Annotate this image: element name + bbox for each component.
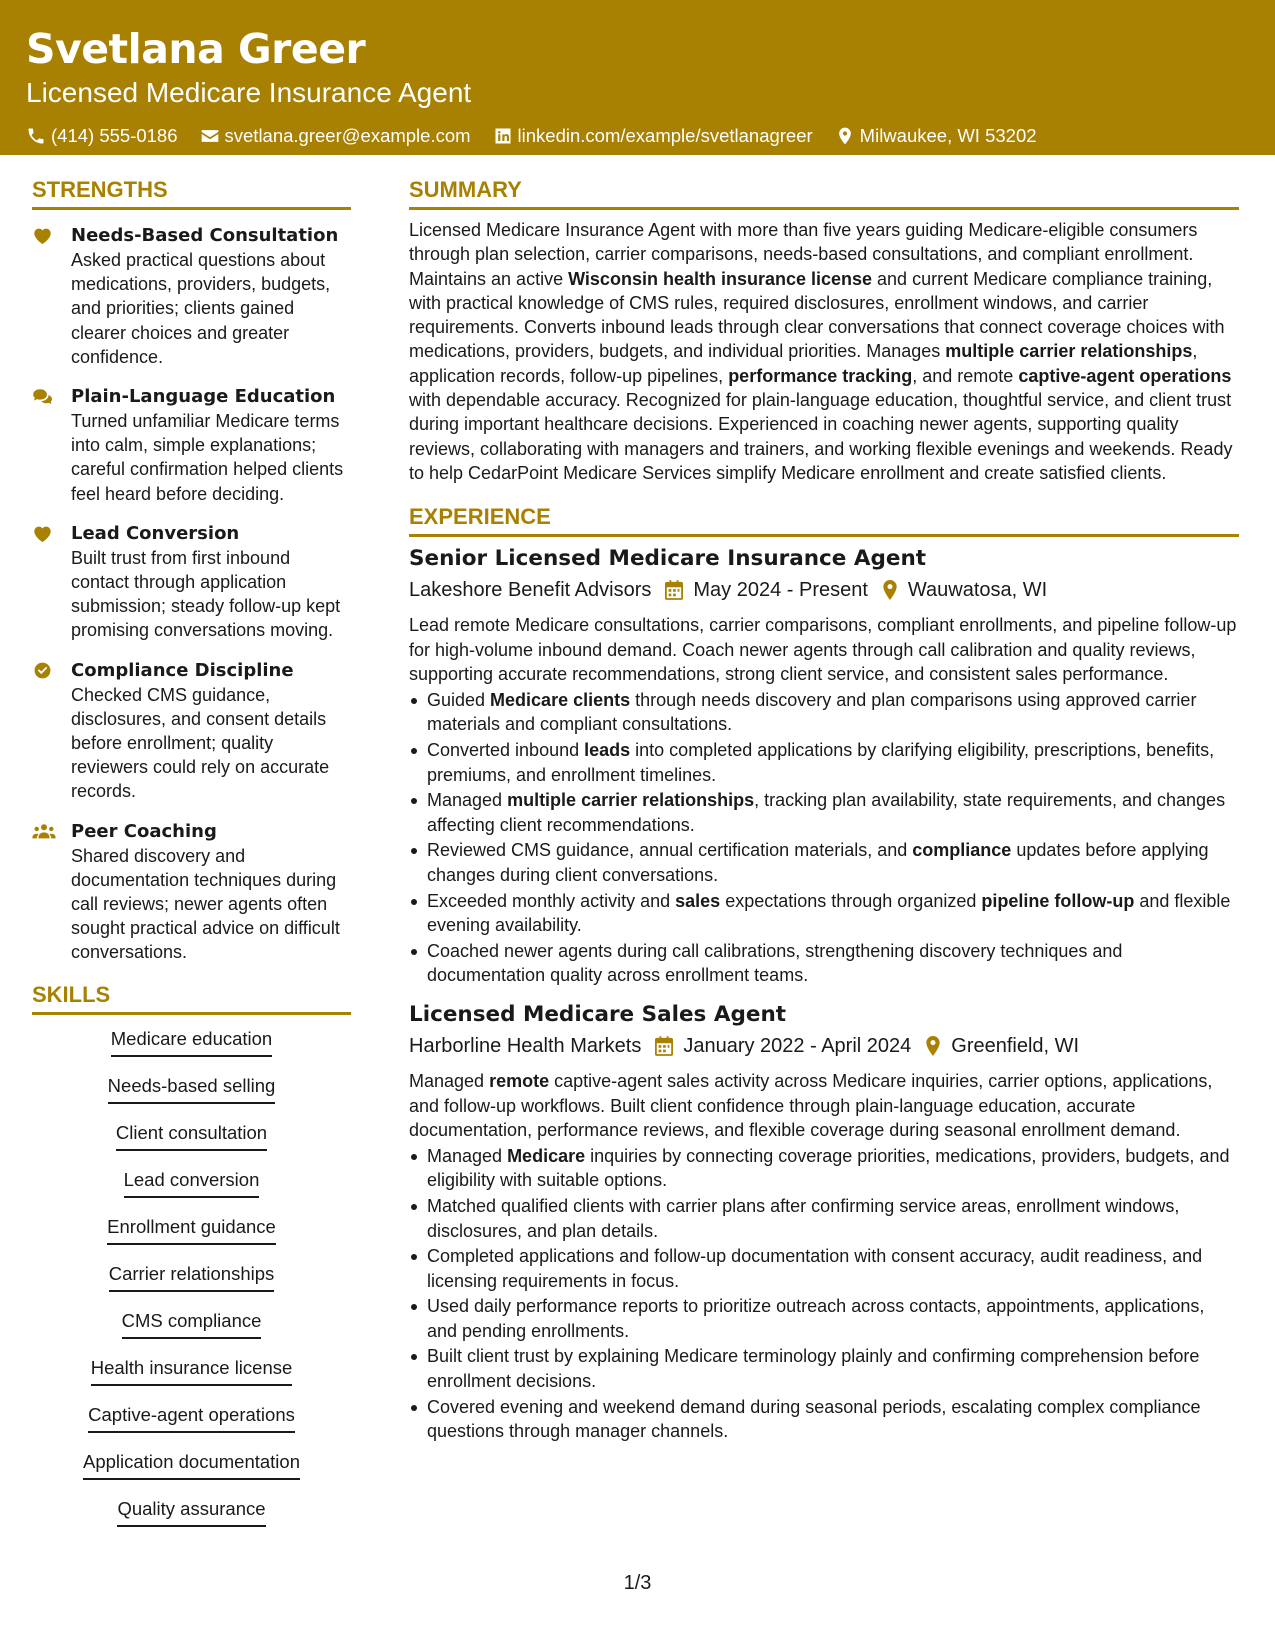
job-description: Lead remote Medicare consultations, carrier comparisons, compliant enrollments, and pipeline follow-up for high-volume inbound demand. Coach newer agents through call calibration and quality reviews, supporting accurate recommendations, strong client service, and consistent sales performance. <box>409 615 1237 684</box>
summary-emphasis: captive-agent operations <box>1018 365 1232 386</box>
page-number: 1/3 <box>623 1572 652 1594</box>
resume-body <box>0 155 1275 1595</box>
strength-title: Needs-Based Consultation <box>71 225 339 246</box>
strength-desc: Asked practical questions about medications, providers, budgets, and priorities; clients gained clearer choices and greater confidence. <box>71 250 331 367</box>
job-bullet: Converted inbound leads into completed applications by clarifying eligibility, prescriptions, benefits, premiums, and enrollment timelines. <box>409 738 1239 787</box>
skill-tag: Client consultation <box>116 1121 267 1151</box>
candidate-role: Licensed Medicare Insurance Agent <box>26 77 472 108</box>
summary-emphasis: performance tracking <box>728 365 913 386</box>
strength-desc: Built trust from first inbound contact through application submission; steady follow-up kept promising conversations moving. <box>71 547 341 641</box>
experience-heading: EXPERIENCE <box>409 503 1239 537</box>
skill-tag: Captive-agent operations <box>88 1403 295 1433</box>
job-company: Harborline Health Markets <box>409 1035 642 1058</box>
strengths-heading: STRENGTHS <box>32 176 351 210</box>
job-bullet: Completed applications and follow-up documentation with consent accuracy, audit readiness, and licensing requirements in focus. <box>409 1244 1239 1293</box>
map-marker-icon <box>835 126 855 146</box>
job-entry <box>409 1001 1239 1443</box>
calendar-icon <box>665 580 683 600</box>
contact-linkedin[interactable] <box>493 124 813 148</box>
summary-part: , application records, follow-up pipelines, <box>409 341 1198 386</box>
skill-tag: Application documentation <box>83 1450 300 1480</box>
contact-bar <box>26 124 1249 148</box>
skill-tag: CMS compliance <box>122 1309 262 1339</box>
job-bullet: Guided Medicare clients through needs discovery and plan comparisons using approved carrier materials and compliant consultations. <box>409 688 1239 737</box>
summary-text <box>409 218 1239 485</box>
linkedin-text: linkedin.com/example/svetlanagreer <box>517 125 813 146</box>
map-marker-icon <box>925 1036 941 1056</box>
strength-title: Plain-Language Education <box>71 386 336 408</box>
job-meta <box>409 1032 1239 1060</box>
phone-icon <box>26 126 46 146</box>
summary-emphasis: Wisconsin health insurance license <box>568 268 873 289</box>
candidate-name: Svetlana Greer <box>26 25 366 73</box>
envelope-icon <box>200 126 220 146</box>
strength-desc: Turned unfamiliar Medicare terms into calm, simple explanations; careful confirmation helped clients feel heard before deciding. <box>71 411 344 504</box>
map-marker-icon <box>882 580 898 600</box>
strength-desc: Shared discovery and documentation techniques during call reviews; newer agents often sought practical advice on difficult conversations. <box>71 845 340 963</box>
skill-tag: Needs-based selling <box>108 1074 276 1104</box>
job-bullet: Covered evening and weekend demand during seasonal periods, escalating complex compliance questions through manager channels. <box>409 1395 1239 1444</box>
phone-text: (414) 555-0186 <box>51 125 178 146</box>
right-column <box>409 176 1239 1445</box>
job-bullet: Matched qualified clients with carrier plans after confirming service areas, enrollment windows, disclosures, and plan details. <box>409 1194 1239 1243</box>
strength-item <box>32 820 351 965</box>
summary-part: , and remote <box>912 365 1019 386</box>
calendar-icon <box>655 1036 673 1056</box>
job-entry <box>409 545 1239 987</box>
job-bullets <box>409 688 1239 987</box>
summary-emphasis: multiple carrier relationships <box>945 341 1193 362</box>
job-bullet: Used daily performance reports to prioritize outreach across contacts, appointments, applications, and pending enrollments. <box>409 1294 1239 1343</box>
job-dates: January 2022 - April 2024 <box>683 1035 912 1058</box>
contact-phone[interactable] <box>26 124 178 148</box>
job-bullet: Built client trust by explaining Medicare terminology plainly and confirming comprehension before enrollment decisions. <box>409 1344 1239 1393</box>
check-circle-icon <box>32 661 53 680</box>
strength-title: Lead Conversion <box>71 522 240 544</box>
skill-tag: Medicare education <box>111 1027 272 1057</box>
strengths-list <box>32 224 351 965</box>
job-company: Lakeshore Benefit Advisors <box>409 579 652 602</box>
skill-tag: Lead conversion <box>124 1168 260 1198</box>
job-title: Licensed Medicare Sales Agent <box>409 1002 787 1028</box>
job-bullet: Managed Medicare inquiries by connecting coverage priorities, medications, providers, budgets, and eligibility with suitable options. <box>409 1144 1239 1193</box>
strength-item <box>32 522 351 643</box>
linkedin-icon <box>493 126 513 146</box>
location-text: Milwaukee, WI 53202 <box>859 125 1037 146</box>
job-bullet: Exceeded monthly activity and sales expectations through organized pipeline follow-up and flexible evening availability. <box>409 889 1239 938</box>
job-bullet: Coached newer agents during call calibrations, strengthening discovery techniques and documentation quality across enrollment teams. <box>409 939 1239 988</box>
job-dates: May 2024 - Present <box>693 579 868 602</box>
contact-email[interactable] <box>200 124 471 148</box>
job-title: Senior Licensed Medicare Insurance Agent <box>409 546 927 572</box>
left-column <box>32 176 351 1544</box>
job-bullet: Managed multiple carrier relationships, tracking plan availability, state requirements, and changes affecting client recommendations. <box>409 788 1239 837</box>
skill-tag: Quality assurance <box>117 1497 265 1527</box>
strength-item <box>32 224 351 369</box>
summary-heading: SUMMARY <box>409 176 1239 210</box>
strength-desc: Checked CMS guidance, disclosures, and consent details before enrollment; quality reviewers could rely on accurate records. <box>71 684 330 802</box>
job-description: Managed remote captive-agent sales activity across Medicare inquiries, carrier options, applications, and follow-up workflows. Built client confidence through plain-language education, accurate documentation, performance reviews, and flexible coverage during seasonal enrollment demand. <box>409 1071 1213 1140</box>
skills-list <box>32 1027 351 1544</box>
job-meta <box>409 576 1239 604</box>
skills-heading: SKILLS <box>32 981 351 1015</box>
skill-tag: Health insurance license <box>91 1356 293 1386</box>
job-location: Greenfield, WI <box>951 1035 1080 1058</box>
job-bullet: Reviewed CMS guidance, annual certification materials, and compliance updates before applying changes during client conversations. <box>409 838 1239 887</box>
email-text: svetlana.greer@example.com <box>224 125 471 146</box>
contact-location <box>835 124 1037 148</box>
strength-item <box>32 385 351 506</box>
skill-tag: Enrollment guidance <box>107 1215 276 1245</box>
summary-part: with dependable accuracy. Recognized for plain-language education, thoughtful service, and client trust during important healthcare decisions. Experienced in coaching newer agents, supporting quality reviews, collaborating with managers and trainers, and working flexible evenings and weekends. Ready to help CedarPoint Medicare Services simplify Medicare enrollment and create satisfied clients. <box>409 390 1233 483</box>
strength-item <box>32 659 351 804</box>
strength-title: Peer Coaching <box>71 820 217 842</box>
summary-part: and current Medicare compliance training, with practical knowledge of CMS rules, required disclosures, enrollment windows, and carrier requirements. Converts inbound leads through clear conversations that connect coverage choices with medications, providers, budgets, and individual priorities. Manages <box>409 268 1225 362</box>
job-location: Wauwatosa, WI <box>907 579 1048 602</box>
resume-header <box>0 0 1275 155</box>
summary-part: Licensed Medicare Insurance Agent with more than five years guiding Medicare-eligible consumers through plan selection, carrier comparisons, needs-based consultations, and compliant enrollment. Maintains an active <box>409 220 1198 289</box>
users-icon <box>32 822 56 841</box>
comments-icon <box>32 387 53 406</box>
heart-icon <box>32 226 53 245</box>
skill-tag: Carrier relationships <box>109 1262 275 1292</box>
heart-icon <box>32 524 53 543</box>
job-bullets <box>409 1144 1239 1443</box>
strength-title: Compliance Discipline <box>71 659 294 681</box>
